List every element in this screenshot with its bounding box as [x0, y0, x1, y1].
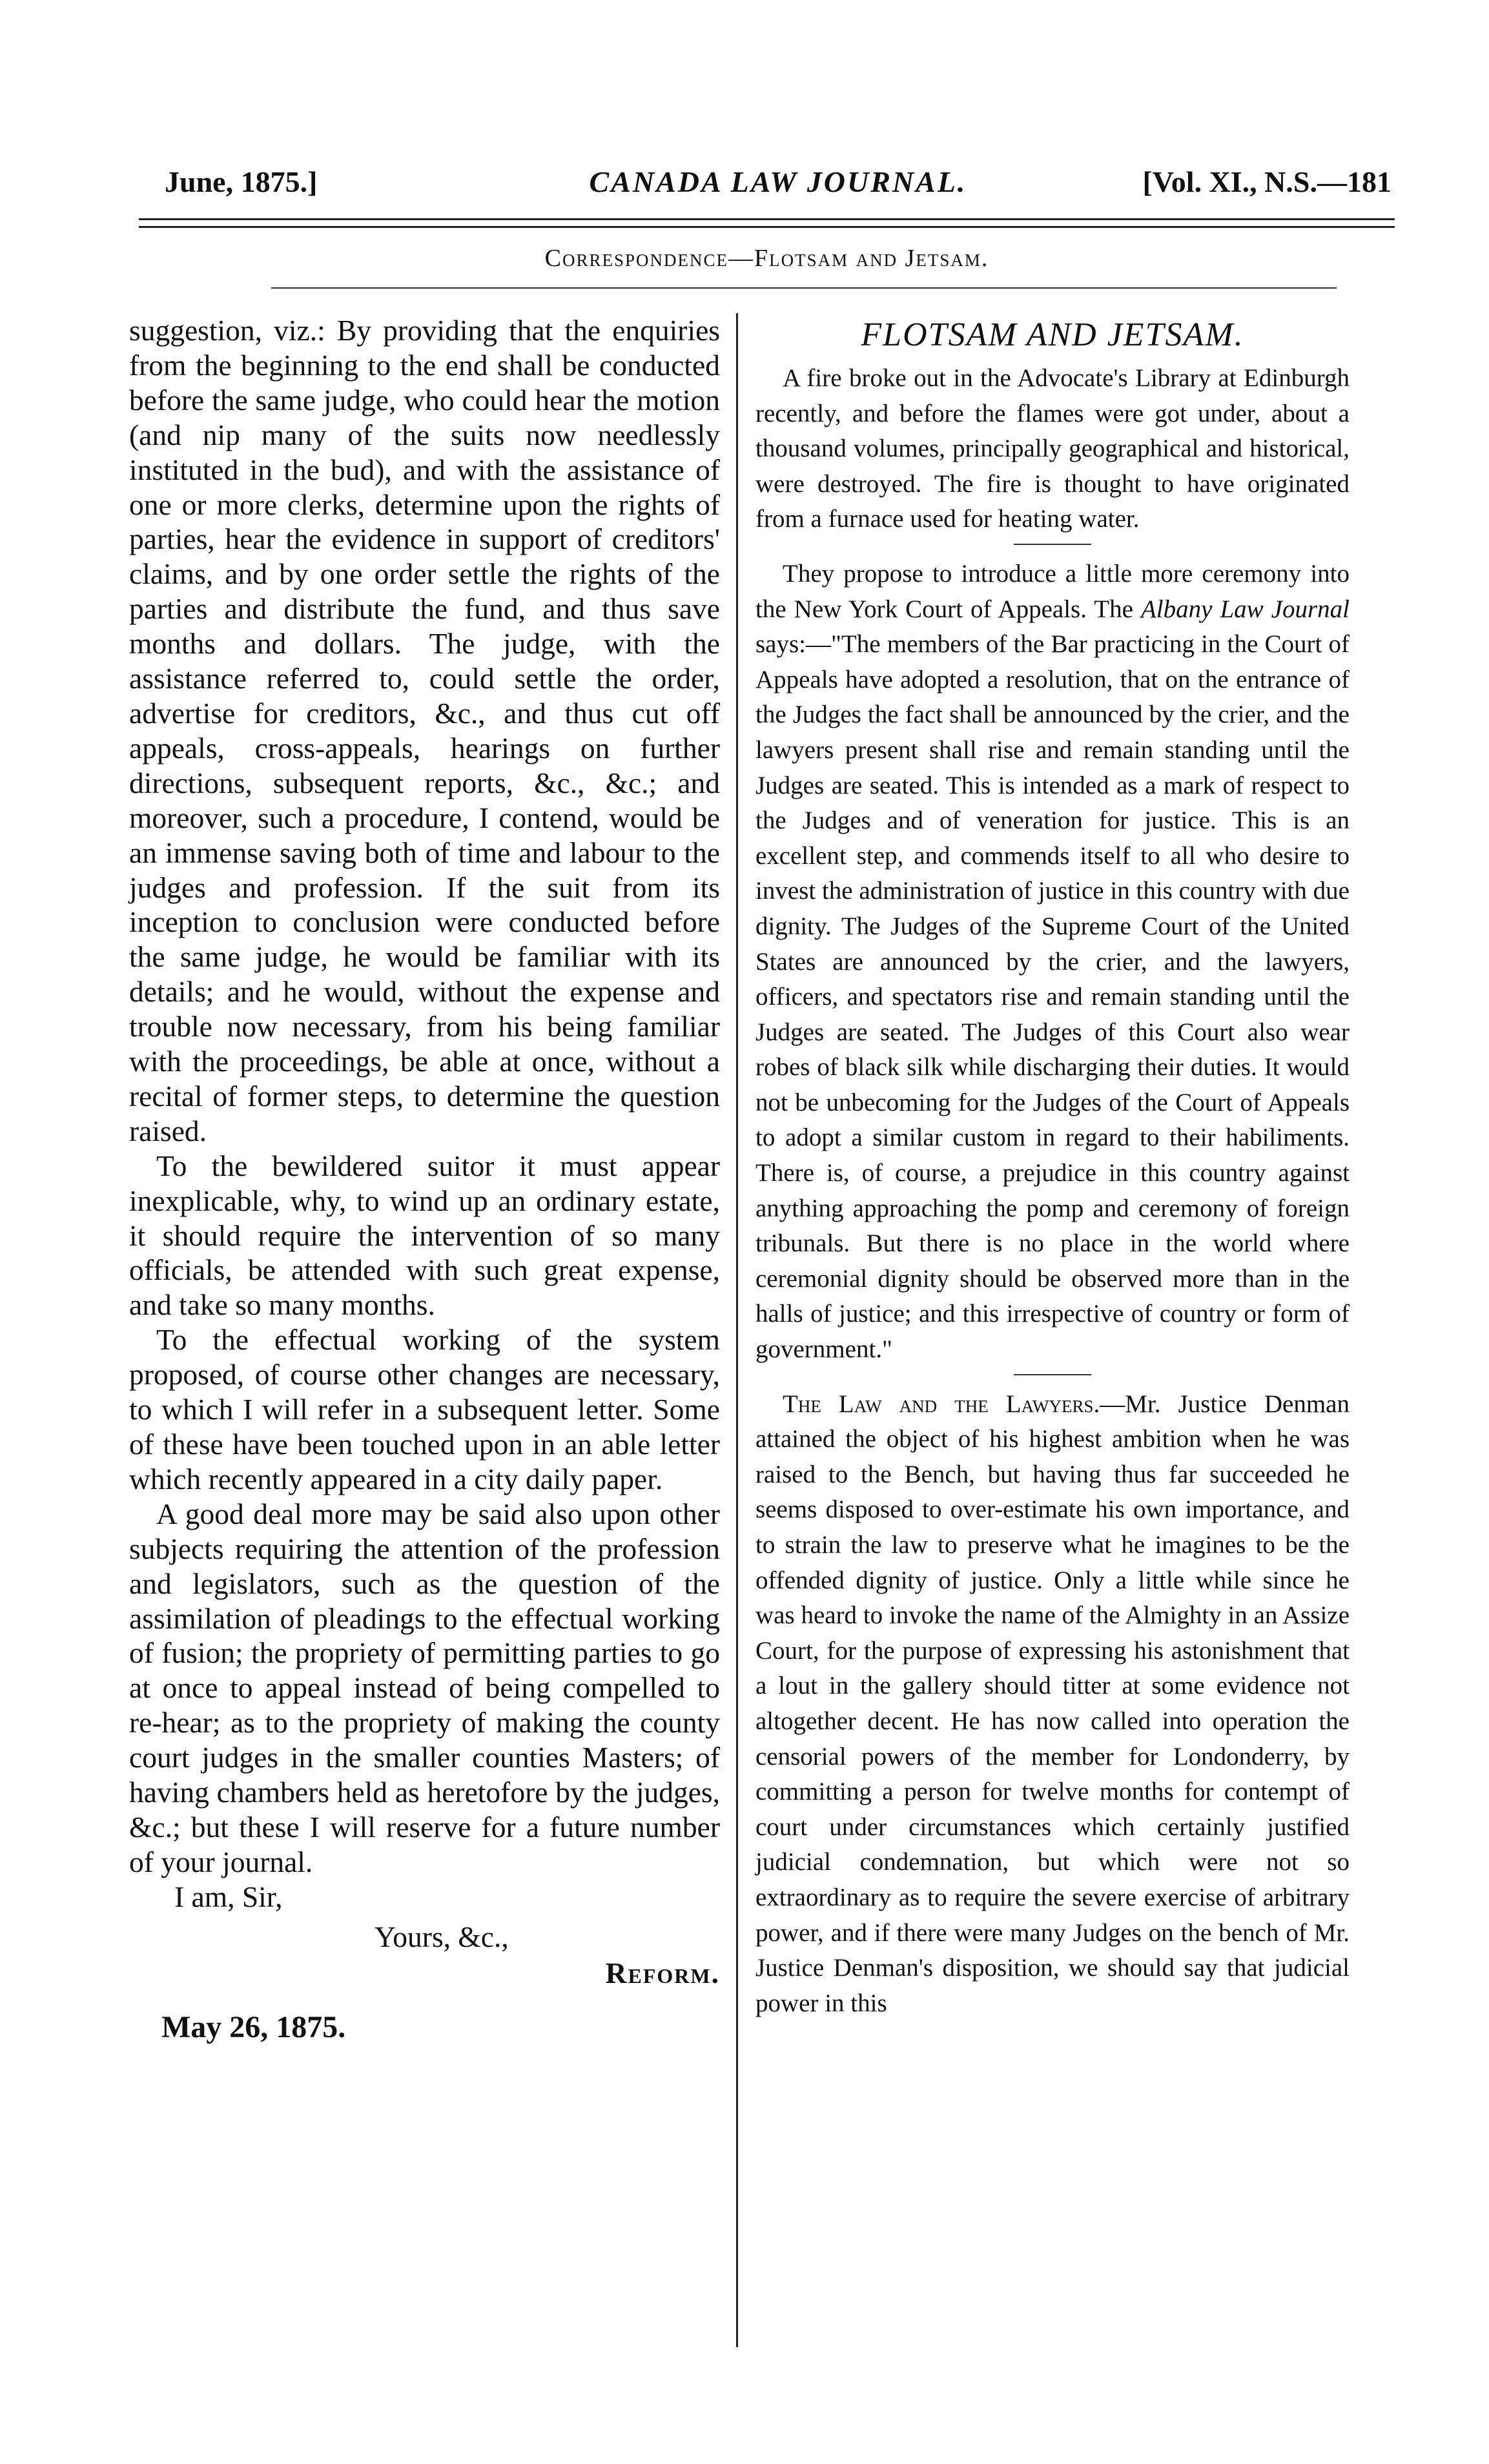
section-rule	[271, 287, 1337, 289]
letter-paragraph: To the effectual working of the system proposed, of course other changes are necessary, to which I will refer in a subsequent letter. Some of these have been touched upon in an able letter which recently appeared in a city daily paper.	[129, 1323, 720, 1495]
news-item-text: They propose to introduce a little more ceremony into the New York Court of Appeals. The	[755, 559, 1350, 623]
section-heading: Correspondence—Flotsam and Jetsam.	[544, 245, 989, 272]
letter-paragraph: To the bewildered suitor it must appear inexplicable, why, to wind up an ordinary estate, it should require the intervention of so many officials, be attended with such great expense, and take so many months.	[129, 1149, 720, 1322]
header-date: June, 1875.]	[165, 165, 318, 198]
item-separator	[1014, 544, 1091, 545]
right-column	[755, 313, 1350, 2021]
header-rule-bottom	[139, 226, 1395, 228]
news-item	[755, 557, 1350, 1368]
news-item-text: —Mr. Justice Denman attained the object of his highest ambition when he was raised to the Bench, but having thus far succeeded he seems disposed to over-estimate his own importance, and to strain the law to preserve what he imagines to be the offended dignity of justice. Only a little while since he was heard to invoke the name of the Almighty in an Assize Court, for the purpose of expressing his astonishment that a lout in the gallery should titter at some evidence not altogether decent. He has now called into operation the censorial powers of the member for Londonderry, by committing a person for twelve months for contempt of court under circumstances which certainly justified judicial condemnation, but which were not so extraordinary as to require the severe exercise of arbitrary power, and if there were many Judges on the bench of Mr. Justice Denman's disposition, we should say that judicial power in this	[755, 1390, 1350, 2017]
journal-title: CANADA LAW JOURNAL.	[589, 165, 967, 198]
letter-valediction: Yours, &c.,	[375, 1920, 509, 1953]
running-head	[165, 165, 1391, 210]
letter-paragraph: suggestion, viz.: By providing that the enquiries from the beginning to the end shall be conducted before the same judge, who could hear the motion (and nip many of the suits now needlessly instituted in the bud), and with the assistance of one or more clerks, determine upon the rights of parties, hear the evidence in support of creditors' claims, and by one order settle the rights of the parties and distribute the fund, and thus save months and dollars. The judge, with the assistance referred to, could settle the order, advertise for creditors, &c., and thus cut off appeals, cross-appeals, hearings on further directions, subsequent reports, &c., &c.; and moreover, such a procedure, I contend, would be an immense saving both of time and labour to the judges and profession. If the suit from its inception to conclusion were conducted before the same judge, he would be familiar with its details; and he would, without the expense and trouble now necessary, from his being familiar with the proceedings, be able at once, without a recital of former steps, to determine the question raised.	[129, 314, 720, 1147]
header-rule-top	[139, 218, 1395, 220]
letter-signature: Reform.	[605, 1956, 720, 1989]
news-item	[755, 1387, 1350, 2022]
column-divider	[736, 313, 738, 2347]
item-separator	[1014, 1374, 1091, 1375]
letter-paragraph: A good deal more may be said also upon other subjects requiring the attention of the profession and legislators, such as the question of the assimilation of pleadings to the effectual working of fusion; the propriety of permitting parties to go at once to appeal instead of being compelled to re-hear; as to the propriety of making the county court judges in the smaller counties Masters; of having chambers held as heretofore by the judges, &c.; but these I will reserve for a future number of your journal.	[129, 1497, 720, 1878]
letter-date: May 26, 1875.	[161, 2009, 346, 2044]
item-lead: The Law and the Lawyers.	[783, 1390, 1100, 1418]
left-column	[129, 313, 720, 2044]
letter-closing: I am, Sir,	[174, 1880, 283, 1913]
volume-page-number: [Vol. XI., N.S.—181	[1142, 165, 1391, 198]
news-item: A fire broke out in the Advocate's Library at Edinburgh recently, and before the flames were got under, about a thousand volumes, principally geographical and historical, were destroyed. The fire is thought to have originated from a furnace used for heating water.	[755, 364, 1350, 533]
news-item-text: says:—"The members of the Bar practicing in the Court of Appeals have adopted a resolution, that on the entrance of the Judges the fact shall be announced by the crier, and the lawyers present shall rise and remain standing until the Judges are seated. This is intended as a mark of respect to the Judges and of veneration for justice. This is an excellent step, and commends itself to all who desire to invest the administration of justice in this country with due dignity. The Judges of the Supreme Court of the United States are announced by the crier, and the lawyers, officers, and spectators rise and remain standing until the Judges are seated. The Judges of this Court also wear robes of black silk while discharging their duties. It would not be unbecoming for the Judges of the Court of Appeals to adopt a similar custom in regard to their habiliments. There is, of course, a prejudice in this country against anything approaching the pomp and ceremony of foreign tribunals. But there is no place in the world where ceremonial dignity should be observed more than in the halls of justice; and this irrespective of country or form of government."	[755, 630, 1350, 1364]
flotsam-jetsam-title: FLOTSAM AND JETSAM.	[861, 316, 1244, 353]
journal-name: Albany Law Journal	[1140, 595, 1350, 623]
